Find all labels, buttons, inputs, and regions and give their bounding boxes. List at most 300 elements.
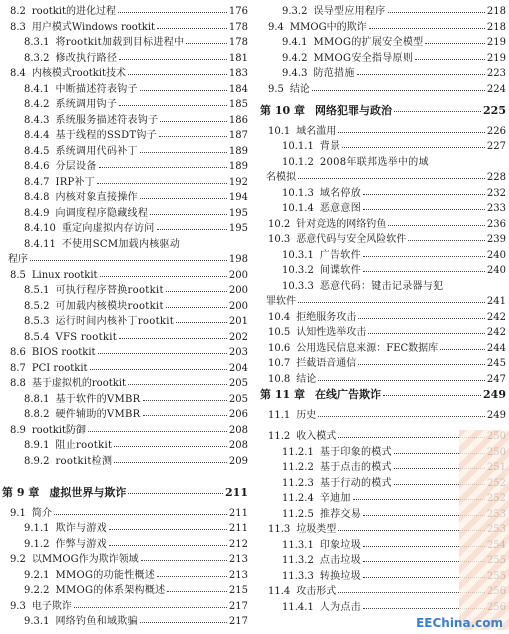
- toc-entry-page: 218: [486, 21, 506, 33]
- toc-entry-number: 8.4.2: [24, 99, 50, 110]
- dot-leader: [383, 394, 481, 396]
- toc-entry-number: 8.6: [10, 347, 26, 358]
- dot-leader: [74, 606, 227, 608]
- toc-entry: [260, 281, 506, 293]
- toc-entry-number: 8.4: [10, 68, 26, 79]
- toc-entry-number: 9.3.2: [282, 6, 308, 17]
- toc-entry-number: 11.2.1: [282, 446, 314, 458]
- toc-entry-number: 8.5.4: [24, 331, 50, 343]
- toc-entry-number: 11.1: [268, 410, 291, 421]
- toc-entry-title: 攻击形式: [296, 586, 337, 597]
- toc-entry: [2, 239, 248, 251]
- toc-entry-title: 不使用SCM加载内核驱动: [61, 238, 181, 250]
- toc-entry-number: 8.9.1: [24, 440, 50, 451]
- toc-entry-title: 广告软件: [319, 249, 362, 261]
- toc-entry-title: 恶意代码与安全风险软件: [296, 234, 407, 245]
- toc-entry: [2, 508, 248, 520]
- toc-entry: [2, 456, 248, 468]
- toc-entry-title: MMOG的体系架构概述: [55, 585, 166, 596]
- dot-leader: [166, 306, 227, 308]
- toc-entry-number: 第 9 章: [2, 485, 40, 499]
- dot-leader: [363, 208, 485, 210]
- dot-leader: [119, 337, 227, 339]
- decorative-stripe: [459, 430, 509, 630]
- dot-leader: [114, 461, 227, 463]
- toc-entry: [2, 425, 248, 437]
- toc-entry: [2, 601, 248, 613]
- dot-leader: [140, 621, 227, 623]
- toc-entry-number: 8.4.4: [24, 130, 50, 141]
- toc-entry-title: 可加载内核模块rootkit: [55, 300, 164, 312]
- dot-leader: [363, 255, 485, 257]
- toc-entry-title: 重定向虚拟内存访问: [61, 223, 155, 234]
- toc-entry: [2, 316, 248, 328]
- dot-leader: [98, 352, 227, 354]
- toc-entry-number: 8.4.11: [24, 238, 56, 250]
- toc-entry-title: 针对竞选的网络钓鱼: [296, 218, 387, 230]
- toc-entry-page: 178: [228, 21, 248, 33]
- toc-entry-number: 8.4.8: [24, 192, 50, 203]
- toc-entry-title: 内核模式rootkit技术: [31, 68, 127, 79]
- toc-entry: [2, 223, 248, 235]
- dot-leader: [186, 42, 227, 44]
- toc-entry-title: 垃圾类型: [296, 524, 337, 535]
- toc-entry-number: 11.3.1: [282, 539, 314, 551]
- toc-entry-number: 10.3.3: [282, 280, 314, 292]
- dot-leader: [160, 120, 226, 122]
- toc-entry: [2, 146, 248, 158]
- dot-leader: [54, 513, 227, 515]
- dot-leader: [312, 89, 485, 91]
- dot-leader: [363, 193, 485, 195]
- toc-entry-number: 11.2.4: [282, 493, 314, 504]
- toc-entry-number: 10.1: [268, 125, 291, 137]
- toc-entry-page: 226: [486, 125, 506, 137]
- dot-leader: [141, 559, 227, 561]
- dot-leader: [97, 182, 227, 184]
- toc-entry-page: 232: [486, 187, 506, 199]
- toc-entry-number: 8.3.1: [24, 37, 50, 48]
- toc-entry-number: 8.4.1: [24, 83, 50, 95]
- toc-entry: [2, 270, 248, 282]
- toc-entry-page: 218: [486, 6, 506, 17]
- dot-leader: [408, 239, 485, 241]
- toc-entry: [2, 554, 248, 566]
- toc-entry: [260, 410, 506, 422]
- toc-entry: [2, 99, 248, 111]
- toc-entry: [260, 68, 506, 80]
- toc-entry: [260, 296, 506, 308]
- toc-entry: [2, 539, 248, 551]
- toc-entry-title: BIOS rootkit: [31, 347, 96, 358]
- toc-entry: [260, 141, 506, 153]
- toc-entry-number: 8.5.1: [24, 285, 50, 296]
- toc-entry-page: 183: [228, 68, 248, 79]
- toc-entry: [2, 22, 248, 34]
- toc-entry: [260, 126, 506, 138]
- toc-entry: [2, 440, 248, 452]
- toc-entry: [2, 37, 248, 49]
- toc-entry-number: 8.4.9: [24, 207, 50, 219]
- toc-entry-page: 217: [228, 600, 248, 612]
- toc-entry-number: 9.3.1: [24, 616, 50, 627]
- dot-leader: [157, 228, 227, 230]
- toc-entry-page: 219: [486, 37, 506, 48]
- toc-entry: [2, 585, 248, 597]
- toc-entry-title: 系统调用钩子: [55, 99, 118, 110]
- toc-entry: [260, 6, 506, 18]
- toc-entry-title: rootkit检测: [55, 455, 113, 467]
- toc-entry-page: 187: [228, 130, 248, 141]
- dot-leader: [143, 399, 227, 401]
- toc-entry-number: 10.1.1: [282, 141, 314, 152]
- toc-entry-title: rootkit的进化过程: [31, 6, 117, 17]
- toc-entry-page: 204: [228, 362, 248, 374]
- toc-entry: [2, 570, 248, 582]
- toc-entry: [2, 192, 248, 204]
- toc-entry-title: 背景: [319, 141, 341, 152]
- toc-entry-number: 8.4.5: [24, 145, 50, 157]
- toc-entry-number: 11.2.5: [282, 508, 314, 520]
- toc-entry-number: 8.5: [10, 269, 26, 281]
- dot-leader: [119, 58, 227, 60]
- dot-leader: [157, 575, 227, 577]
- toc-entry-page: 186: [228, 114, 248, 126]
- dot-leader: [357, 73, 485, 75]
- toc-entry-page: 241: [486, 296, 506, 307]
- toc-entry-title: 域名滥用: [296, 125, 337, 137]
- toc-entry-title: 辛迪加: [319, 493, 351, 504]
- toc-entry: [260, 172, 506, 184]
- toc-entry-page: 200: [228, 285, 248, 296]
- toc-entry: [260, 265, 506, 277]
- toc-entry-number: 11.2: [268, 431, 291, 442]
- dot-leader: [128, 73, 227, 75]
- toc-entry-page: 200: [228, 269, 248, 281]
- toc-entry-number: 9.1: [10, 507, 26, 519]
- toc-entry-number: 8.2: [10, 6, 26, 17]
- dot-leader: [30, 259, 227, 261]
- dot-leader: [358, 317, 485, 319]
- toc-entry-page: 225: [483, 103, 506, 117]
- toc-entry-title: 网络犯罪与政治: [314, 103, 392, 117]
- toc-entry-number: 9.5: [268, 83, 284, 95]
- toc-entry-title: 基于虚拟机的rootkit: [31, 378, 127, 389]
- toc-entry-number: 10.5: [268, 327, 291, 338]
- toc-entry: [2, 523, 248, 535]
- toc-entry: [2, 115, 248, 127]
- toc-entry-title: 在线广告欺诈: [314, 388, 381, 401]
- toc-entry-title: 系统服务描述符表钩子: [55, 114, 159, 126]
- toc-entry-number: 9.3: [10, 600, 26, 612]
- toc-entry-page: 240: [486, 265, 506, 276]
- toc-entry-title: 内核对象直接操作: [55, 192, 138, 203]
- toc-entry-page: 228: [486, 172, 506, 183]
- toc-entry: [2, 378, 248, 390]
- toc-entry-title: MMOG的扩展安全模型: [313, 37, 424, 48]
- toc-entry-number: 11.3: [268, 524, 291, 535]
- toc-entry-number: 9.4.1: [282, 37, 308, 48]
- toc-entry-title: 收入模式: [296, 431, 337, 442]
- toc-entry-number: 8.3.2: [24, 52, 50, 64]
- toc-entry-page: 185: [228, 99, 248, 110]
- dot-leader: [128, 383, 227, 385]
- toc-entry-title: MMOG安全指导原则: [313, 52, 414, 64]
- toc-entry: [260, 343, 506, 355]
- toc-entry: [260, 358, 506, 370]
- toc-entry-title: 2008年联邦选举中的域: [319, 156, 429, 168]
- toc-entry-number: 8.7: [10, 362, 26, 374]
- toc-entry-number: 9.2.1: [24, 569, 50, 581]
- dot-leader: [318, 379, 485, 381]
- toc-entry-number: 10.1.3: [282, 187, 314, 199]
- toc-entry-title: 分层设备: [55, 161, 97, 172]
- toc-entry-page: 249: [486, 410, 506, 421]
- toc-entry-page: 211: [228, 523, 248, 534]
- dot-leader: [140, 89, 227, 91]
- toc-entry: [260, 250, 506, 262]
- dot-leader: [114, 445, 227, 447]
- toc-entry-title: 域名停放: [319, 187, 362, 199]
- toc-entry-number: 10.1.4: [282, 203, 314, 214]
- toc-entry-number: 11.2.3: [282, 477, 314, 489]
- dot-leader: [318, 415, 485, 417]
- dot-leader: [445, 286, 504, 287]
- toc-entry-number: 8.8: [10, 378, 26, 389]
- toc-entry: [2, 363, 248, 375]
- toc-entry-number: 11.2.2: [282, 462, 314, 473]
- toc-entry-number: 第 10 章: [260, 103, 305, 117]
- dot-leader: [90, 368, 227, 370]
- dot-leader: [394, 110, 481, 112]
- dot-leader: [338, 131, 485, 133]
- toc-entry-title: 基于行动的模式: [319, 477, 392, 489]
- toc-entry-number: 10.6: [268, 342, 291, 354]
- toc-entry-page: 219: [486, 52, 506, 64]
- toc-entry-title: 以MMOG作为欺诈领域: [31, 554, 139, 565]
- toc-entry-number: 11.4.1: [282, 601, 314, 613]
- toc-entry-page: 205: [228, 393, 248, 405]
- toc-entry-title: 结论: [289, 83, 310, 95]
- dot-leader: [128, 492, 223, 494]
- toc-entry-title: 程序: [8, 254, 28, 265]
- toc-entry-number: 8.5.2: [24, 300, 50, 312]
- toc-entry-title: 误导型应用程序: [313, 6, 386, 17]
- dot-leader: [143, 414, 227, 416]
- toc-entry-number: 10.1.2: [282, 156, 314, 168]
- toc-entry-number: 第 11 章: [260, 388, 305, 401]
- toc-entry-number: 8.4.3: [24, 114, 50, 126]
- toc-entry: [260, 22, 506, 34]
- toc-entry-title: 简介: [31, 507, 52, 519]
- toc-entry-page: 184: [228, 83, 248, 95]
- toc-entry-title: 基于印象的模式: [319, 446, 392, 458]
- toc-entry-title: 推荐交易: [319, 508, 362, 520]
- toc-entry-number: 11.3.2: [282, 555, 314, 566]
- dot-leader: [118, 11, 227, 13]
- dot-leader: [166, 290, 227, 292]
- dot-leader: [140, 151, 227, 153]
- toc-entry-number: 10.3: [268, 234, 291, 245]
- toc-entry-page: 203: [228, 347, 248, 358]
- toc-entry: [2, 332, 248, 344]
- toc-entry-number: 9.4: [268, 21, 284, 33]
- dot-leader: [157, 27, 227, 29]
- toc-entry-title: 名模拟: [266, 172, 296, 183]
- dot-leader: [431, 162, 504, 163]
- toc-entry-page: 224: [486, 83, 506, 95]
- toc-entry-page: 242: [486, 311, 506, 323]
- toc-entry-number: 10.2: [268, 218, 291, 230]
- dot-leader: [140, 197, 227, 199]
- toc-entry-page: 208: [228, 424, 248, 436]
- toc-entry-number: 8.8.2: [24, 409, 50, 420]
- toc-entry-number: 9.1.2: [24, 538, 50, 550]
- toc-entry-title: 点击垃圾: [319, 555, 362, 566]
- dot-leader: [415, 58, 485, 60]
- toc-entry-title: Linux rootkit: [31, 269, 98, 281]
- toc-entry: [2, 68, 248, 80]
- toc-entry: [260, 84, 506, 96]
- toc-entry-title: 转换垃圾: [319, 570, 362, 582]
- toc-entry-page: 215: [228, 585, 248, 596]
- toc-entry-title: 电子欺诈: [31, 600, 72, 612]
- dot-leader: [109, 544, 227, 546]
- toc-entry-title: 拒绝服务攻击: [296, 311, 357, 323]
- toc-entry-number: 8.9.2: [24, 455, 50, 467]
- toc-entry-number: 8.4.10: [24, 223, 56, 234]
- toc-entry-number: 9.4.2: [282, 52, 308, 64]
- toc-entry-page: 195: [228, 207, 248, 219]
- toc-entry: [2, 394, 248, 406]
- toc-entry-number: 11.3.3: [282, 570, 314, 582]
- toc-entry-title: 阻止rootkit: [55, 440, 113, 451]
- dot-leader: [298, 301, 485, 303]
- dot-leader: [388, 224, 485, 226]
- toc-entry-title: rootkit防御: [31, 424, 87, 436]
- toc-entry: [260, 37, 506, 49]
- toc-entry-number: 10.4: [268, 311, 291, 323]
- toc-entry: [2, 84, 248, 96]
- toc-entry-title: 硬件辅助的VMBR: [55, 409, 141, 420]
- toc-entry-page: 200: [228, 300, 248, 312]
- toc-entry-page: 198: [228, 254, 248, 265]
- dot-leader: [100, 275, 227, 277]
- toc-entry-page: 181: [228, 52, 248, 64]
- toc-entry: [260, 157, 506, 169]
- toc-entry-title: 恶意代码：键击记录器与犯: [319, 280, 444, 292]
- toc-entry: [2, 254, 248, 266]
- toc-entry: [2, 161, 248, 173]
- toc-entry-page: 205: [228, 378, 248, 389]
- dot-leader: [99, 166, 227, 168]
- toc-entry-title: 结论: [296, 373, 317, 385]
- toc-entry-title: 欺诈与游戏: [55, 523, 107, 534]
- toc-entry-number: 8.4.7: [24, 176, 50, 188]
- toc-entry-number: 8.4.6: [24, 161, 50, 172]
- toc-entry-title: 用户模式Windows rootkit: [31, 21, 156, 33]
- toc-entry-page: 176: [228, 6, 248, 17]
- toc-entry: [2, 6, 248, 18]
- toc-entry-title: PCI rootkit: [31, 362, 88, 374]
- watermark-logo: EEChina.com: [416, 616, 503, 630]
- toc-entry-page: 240: [486, 249, 506, 261]
- toc-entry-number: 8.9: [10, 424, 26, 436]
- toc-entry-number: 9.1.1: [24, 523, 50, 534]
- toc-entry-page: 233: [486, 203, 506, 214]
- toc-entry-page: 249: [483, 388, 506, 401]
- toc-entry-title: 恶意意图: [319, 203, 362, 214]
- toc-entry-page: 212: [228, 538, 248, 550]
- toc-entry-title: 公用选民信息来源：FEC数据库: [296, 342, 439, 354]
- toc-entry-page: 189: [228, 145, 248, 157]
- dot-leader: [342, 146, 484, 148]
- toc-entry-page: 208: [228, 440, 248, 451]
- toc-entry: [260, 327, 506, 339]
- toc-entry-page: 194: [228, 192, 248, 203]
- toc-entry-page: 189: [228, 161, 248, 172]
- toc-entry-title: 网络钓鱼和域欺骗: [55, 616, 138, 627]
- dot-leader: [425, 42, 484, 44]
- toc-entry-title: 印象垃圾: [319, 539, 362, 551]
- toc-entry: [2, 53, 248, 65]
- toc-entry: [2, 285, 248, 297]
- toc-entry-page: 202: [228, 331, 248, 343]
- toc-entry-page: 247: [486, 373, 506, 385]
- toc-entry: [260, 312, 506, 324]
- toc-entry-number: 8.5.3: [24, 316, 50, 327]
- dot-leader: [363, 270, 485, 272]
- toc-entry-number: 8.3: [10, 21, 26, 33]
- toc-chapter-entry: [260, 389, 506, 401]
- dot-leader: [182, 244, 246, 245]
- toc-entry-title: 将rootkit加载到目标进程中: [55, 37, 185, 48]
- toc-entry-page: 206: [228, 409, 248, 420]
- toc-entry: [2, 301, 248, 313]
- dot-leader: [167, 590, 226, 592]
- toc-entry-title: 认知性选举攻击: [296, 327, 367, 338]
- toc-entry-title: 修改执行路径: [55, 52, 118, 64]
- toc-entry-page: 236: [486, 218, 506, 230]
- dot-leader: [358, 363, 485, 365]
- dot-leader: [88, 430, 227, 432]
- toc-entry-page: 239: [486, 234, 506, 245]
- toc-entry: [260, 234, 506, 246]
- toc-entry-page: 201: [228, 316, 248, 327]
- toc-entry: [260, 188, 506, 200]
- toc-entry-page: 217: [228, 616, 248, 627]
- toc-entry-title: 运行时间内核补丁rootkit: [55, 316, 175, 327]
- toc-entry-title: 中断描述符表钩子: [55, 83, 138, 95]
- toc-entry: [2, 347, 248, 359]
- dot-leader: [150, 213, 227, 215]
- toc-entry-number: 11.4: [268, 586, 291, 597]
- toc-entry-page: 213: [228, 569, 248, 581]
- dot-leader: [119, 104, 227, 106]
- toc-entry-title: 人为点击: [319, 601, 362, 613]
- toc-entry-title: IRP补丁: [55, 176, 96, 188]
- toc-entry-page: 209: [228, 455, 248, 467]
- toc-entry-title: MMOG中的欺诈: [289, 21, 367, 33]
- toc-entry-page: 227: [486, 141, 506, 152]
- toc-entry-number: 9.2.2: [24, 585, 50, 596]
- dot-leader: [298, 177, 485, 179]
- dot-leader: [176, 321, 227, 323]
- toc-entry-title: 基于点击的模式: [319, 462, 392, 473]
- toc-entry-title: VFS rootkit: [55, 331, 118, 343]
- toc-entry: [260, 219, 506, 231]
- toc-entry-title: 基于软件的VMBR: [55, 393, 141, 405]
